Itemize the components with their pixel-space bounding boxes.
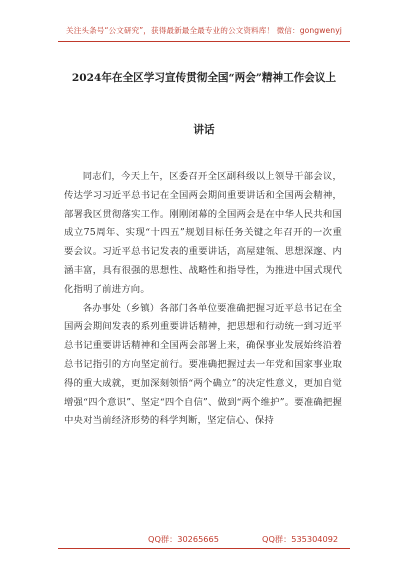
document-body	[64, 168, 342, 431]
footer-qq-group-2: QQ群：535304092	[262, 534, 339, 544]
header-divider	[58, 41, 350, 42]
document-title-line-2: 讲话	[193, 124, 215, 136]
header-note: 关注头条号“公文研究”，获得最新最全最专业的公文资料库！ 微信：gongwenyj	[66, 26, 342, 35]
document-title-line-1: 2024年在全区学习宣传贯彻全国“两会”精神工作会议上	[71, 72, 337, 84]
footer-qq-group-1: QQ群：30265665	[148, 534, 219, 544]
body-paragraph-1: 同志们，今天上午，区委召开全区副科级以上领导干部会议，传达学习习近平总书记在全国两会期间重要讲话和全国两会精神，部署我区贯彻落实工作。刚刚闭幕的全国两会是在中华人民共和国成立75周年、实现“十四五”规划目标任务关键之年召开的一次重要会议。习近平总书记发表的重要讲话，高屋建瓴、思想深邃、内涵丰富，具有很强的思想性、战略性和指导性，为推进中国式现代化指明了前进方向。	[64, 171, 342, 295]
body-paragraph-2: 各办事处（乡镇）各部门各单位要准确把握习近平总书记在全国两会期间发表的系列重要讲话精神，把思想和行动统一到习近平总书记重要讲话精神和全国两会部署上来，确保事业发展始终沿着总书记指引的方向坚定前行。要准确把握过去一年党和国家事业取得的重大成就，更加深刻领悟“两个确立”的决定性意义，更加自觉增强“四个意识”、坚定“四个自信”、做到“两个维护”。要准确把握中央对当前经济形势的科学判断，坚定信心、保持	[64, 302, 343, 427]
footer-divider	[58, 548, 350, 549]
